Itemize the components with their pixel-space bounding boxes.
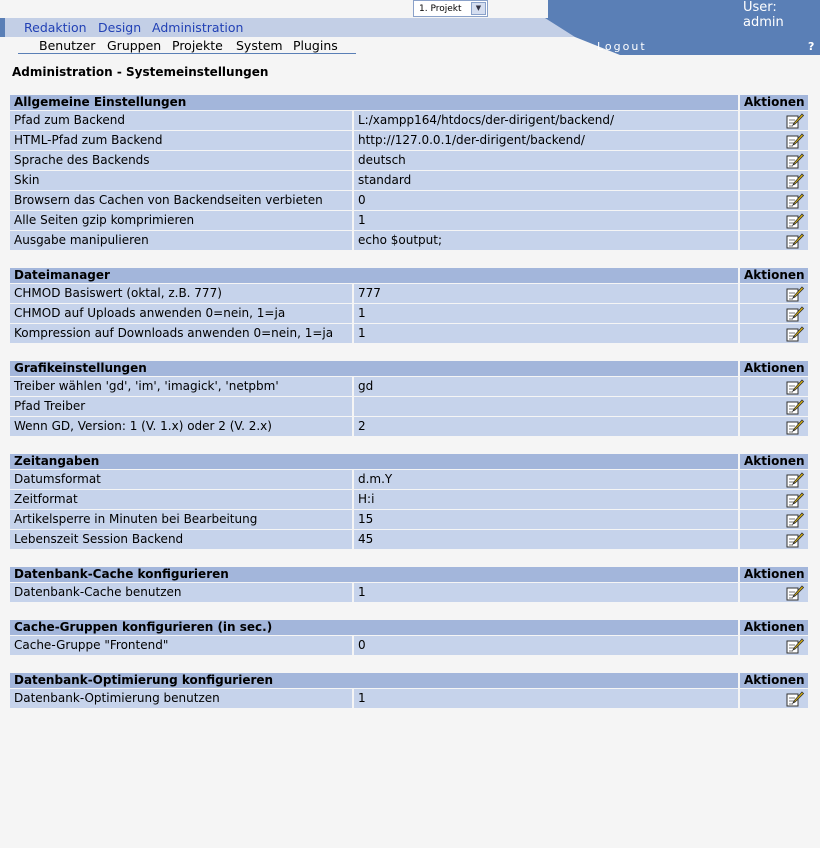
setting-label: Cache-Gruppe "Frontend" (10, 636, 352, 655)
setting-actions (740, 397, 808, 416)
edit-pencil-icon[interactable] (786, 472, 804, 488)
edit-pencil-icon[interactable] (786, 133, 804, 149)
edit-pencil-icon[interactable] (786, 585, 804, 601)
setting-label: Treiber wählen 'gd', 'im', 'imagick', 'netpbm' (10, 377, 352, 396)
setting-value: deutsch (354, 151, 738, 170)
actions-column-header: Aktionen (740, 567, 808, 582)
section-header (10, 454, 808, 469)
actions-column-header: Aktionen (740, 268, 808, 283)
setting-row (10, 284, 808, 303)
section-header (10, 95, 808, 110)
subnav-projekte[interactable]: Projekte (172, 38, 223, 53)
main-tab-bar (5, 18, 575, 37)
setting-row (10, 583, 808, 602)
settings-section (10, 567, 808, 602)
setting-actions (740, 131, 808, 150)
setting-label: CHMOD auf Uploads anwenden 0=nein, 1=ja (10, 304, 352, 323)
settings-section (10, 620, 808, 655)
edit-pencil-icon[interactable] (786, 532, 804, 548)
setting-value: L:/xampp164/htdocs/der-dirigent/backend/ (354, 111, 738, 130)
actions-column-header: Aktionen (740, 620, 808, 635)
setting-label: HTML-Pfad zum Backend (10, 131, 352, 150)
setting-actions (740, 111, 808, 130)
subnav-gruppen[interactable]: Gruppen (107, 38, 162, 53)
section-header (10, 268, 808, 283)
setting-label: Wenn GD, Version: 1 (V. 1.x) oder 2 (V. 2.x) (10, 417, 352, 436)
edit-pencil-icon[interactable] (786, 399, 804, 415)
setting-value (354, 397, 738, 416)
setting-label: Browsern das Cachen von Backendseiten verbieten (10, 191, 352, 210)
setting-row (10, 304, 808, 323)
setting-actions (740, 151, 808, 170)
settings-sections (10, 95, 808, 726)
actions-column-header: Aktionen (740, 95, 808, 110)
setting-label: Artikelsperre in Minuten bei Bearbeitung (10, 510, 352, 529)
setting-actions (740, 284, 808, 303)
project-select-value: 1. Projekt (419, 4, 462, 14)
setting-row (10, 111, 808, 130)
setting-row (10, 510, 808, 529)
settings-section (10, 95, 808, 250)
actions-column-header: Aktionen (740, 454, 808, 469)
tab-design[interactable]: Design (98, 20, 142, 35)
setting-value: 1 (354, 304, 738, 323)
setting-row (10, 324, 808, 343)
setting-actions (740, 510, 808, 529)
setting-actions (740, 470, 808, 489)
setting-label: Datenbank-Cache benutzen (10, 583, 352, 602)
settings-section (10, 361, 808, 436)
setting-label: Lebenszeit Session Backend (10, 530, 352, 549)
edit-pencil-icon[interactable] (786, 286, 804, 302)
subnav-system[interactable]: System (236, 38, 283, 53)
settings-section (10, 268, 808, 343)
setting-actions (740, 171, 808, 190)
user-label: User: admin (743, 0, 784, 30)
setting-actions (740, 636, 808, 655)
edit-pencil-icon[interactable] (786, 306, 804, 322)
edit-pencil-icon[interactable] (786, 638, 804, 654)
setting-label: Kompression auf Downloads anwenden 0=nein, 1=ja (10, 324, 352, 343)
setting-actions (740, 530, 808, 549)
section-header (10, 673, 808, 688)
settings-section (10, 673, 808, 708)
setting-label: Ausgabe manipulieren (10, 231, 352, 250)
setting-actions (740, 304, 808, 323)
section-header (10, 361, 808, 376)
edit-pencil-icon[interactable] (786, 113, 804, 129)
setting-row (10, 470, 808, 489)
setting-value: 1 (354, 324, 738, 343)
setting-value: 1 (354, 689, 738, 708)
setting-value: gd (354, 377, 738, 396)
setting-value: 45 (354, 530, 738, 549)
setting-row (10, 151, 808, 170)
setting-value: standard (354, 171, 738, 190)
setting-actions (740, 324, 808, 343)
setting-value: 15 (354, 510, 738, 529)
setting-value: 1 (354, 583, 738, 602)
page-title: Administration - Systemeinstellungen (12, 65, 269, 79)
setting-label: Sprache des Backends (10, 151, 352, 170)
edit-pencil-icon[interactable] (786, 326, 804, 342)
setting-actions (740, 377, 808, 396)
section-title: Datenbank-Optimierung konfigurieren (10, 673, 738, 688)
setting-row (10, 377, 808, 396)
setting-actions (740, 689, 808, 708)
section-title: Allgemeine Einstellungen (10, 95, 738, 110)
logout-link[interactable]: Logout (597, 40, 647, 53)
setting-actions (740, 211, 808, 230)
setting-label: Datenbank-Optimierung benutzen (10, 689, 352, 708)
subnav-plugins[interactable]: Plugins (293, 38, 338, 53)
setting-value: 0 (354, 191, 738, 210)
setting-row (10, 397, 808, 416)
edit-pencil-icon[interactable] (786, 193, 804, 209)
setting-row (10, 689, 808, 708)
edit-pencil-icon[interactable] (786, 492, 804, 508)
setting-label: Pfad Treiber (10, 397, 352, 416)
edit-pencil-icon[interactable] (786, 173, 804, 189)
edit-pencil-icon[interactable] (786, 233, 804, 249)
setting-label: Skin (10, 171, 352, 190)
setting-label: Alle Seiten gzip komprimieren (10, 211, 352, 230)
section-title: Cache-Gruppen konfigurieren (in sec.) (10, 620, 738, 635)
setting-actions (740, 583, 808, 602)
setting-value: 2 (354, 417, 738, 436)
edit-pencil-icon[interactable] (786, 691, 804, 707)
setting-row (10, 231, 808, 250)
setting-row (10, 636, 808, 655)
section-header (10, 567, 808, 582)
setting-row (10, 171, 808, 190)
tab-redaktion[interactable]: Redaktion (24, 20, 87, 35)
setting-row (10, 191, 808, 210)
section-title: Zeitangaben (10, 454, 738, 469)
edit-pencil-icon[interactable] (786, 213, 804, 229)
setting-value: H:i (354, 490, 738, 509)
setting-actions (740, 417, 808, 436)
setting-value: echo $output; (354, 231, 738, 250)
setting-actions (740, 191, 808, 210)
setting-value: 777 (354, 284, 738, 303)
section-title: Grafikeinstellungen (10, 361, 738, 376)
setting-label: CHMOD Basiswert (oktal, z.B. 777) (10, 284, 352, 303)
sub-nav-divider (18, 53, 356, 54)
subnav-benutzer[interactable]: Benutzer (39, 38, 96, 53)
actions-column-header: Aktionen (740, 361, 808, 376)
section-title: Datenbank-Cache konfigurieren (10, 567, 738, 582)
help-link[interactable]: ? (808, 40, 815, 53)
edit-pencil-icon[interactable] (786, 153, 804, 169)
setting-label: Zeitformat (10, 490, 352, 509)
settings-section (10, 454, 808, 549)
setting-row (10, 417, 808, 436)
setting-row (10, 530, 808, 549)
setting-value: 1 (354, 211, 738, 230)
chevron-down-icon[interactable]: ▼ (471, 2, 486, 15)
setting-value: d.m.Y (354, 470, 738, 489)
section-header (10, 620, 808, 635)
setting-label: Datumsformat (10, 470, 352, 489)
setting-row (10, 490, 808, 509)
edit-pencil-icon[interactable] (786, 512, 804, 528)
setting-actions (740, 490, 808, 509)
project-select[interactable] (413, 0, 488, 17)
setting-row (10, 131, 808, 150)
edit-pencil-icon[interactable] (786, 379, 804, 395)
section-title: Dateimanager (10, 268, 738, 283)
edit-pencil-icon[interactable] (786, 419, 804, 435)
tab-administration[interactable]: Administration (152, 20, 244, 35)
actions-column-header: Aktionen (740, 673, 808, 688)
setting-value: 0 (354, 636, 738, 655)
setting-row (10, 211, 808, 230)
setting-label: Pfad zum Backend (10, 111, 352, 130)
setting-value: http://127.0.0.1/der-dirigent/backend/ (354, 131, 738, 150)
setting-actions (740, 231, 808, 250)
